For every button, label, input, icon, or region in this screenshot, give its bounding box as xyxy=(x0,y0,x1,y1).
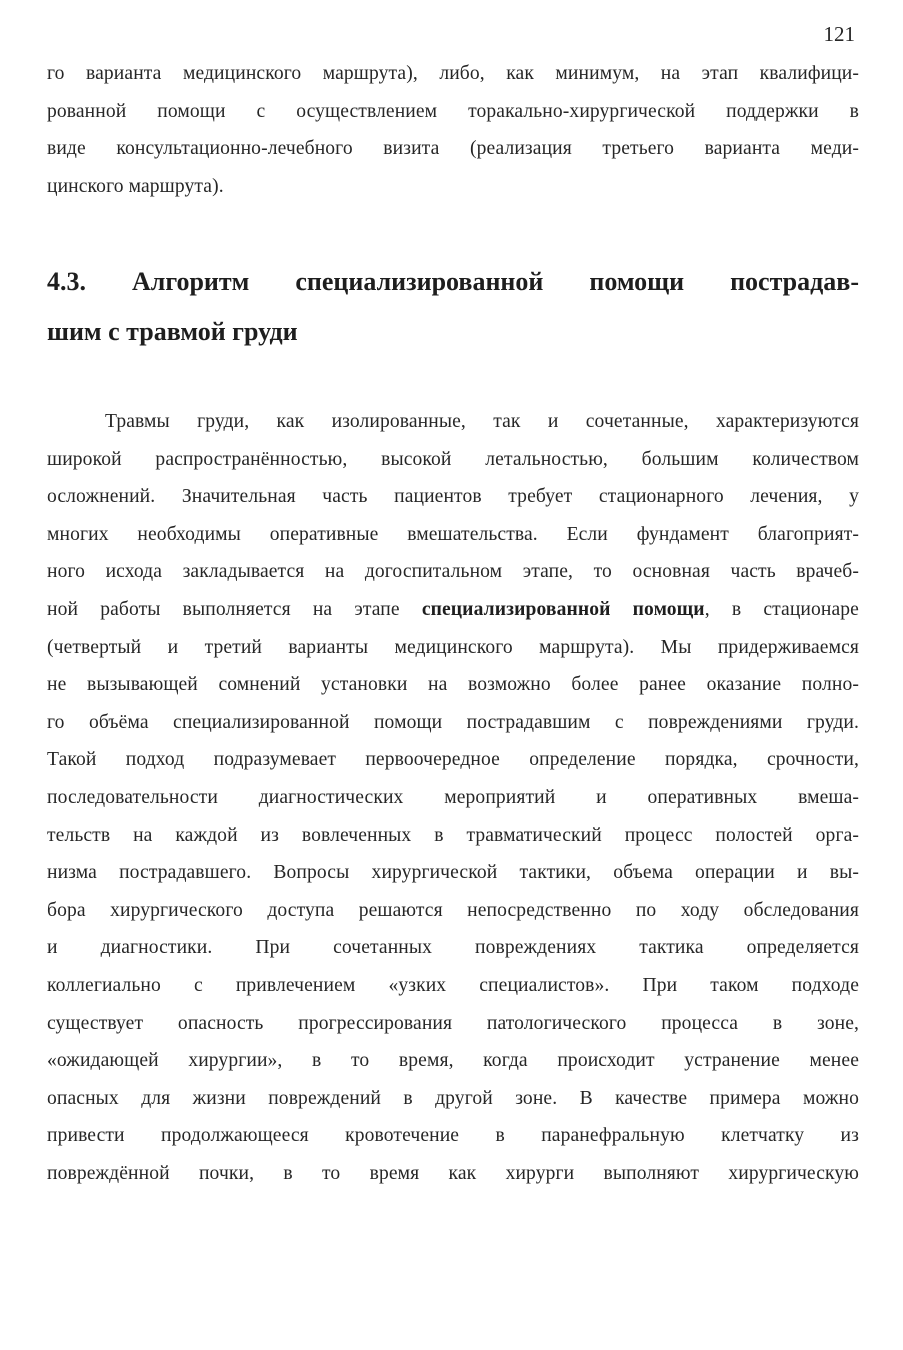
text-line: тельств на каждой из вовлеченных в травматический процесс полостей орга- xyxy=(47,824,859,846)
text-line: рованной помощи с осуществлением торакально-хирургической поддержки в xyxy=(47,100,859,122)
text-line: го варианта медицинского маршрута), либо, как минимум, на этап квалифици- xyxy=(47,63,859,84)
heading-line: шим с травмой груди xyxy=(47,317,298,346)
text-line: повреждённой почки, в то время как хирурги выполняют хирургическую xyxy=(47,1162,859,1184)
text-line: низма пострадавшего. Вопросы хирургической тактики, объема операции и вы- xyxy=(47,862,859,884)
section-heading xyxy=(47,257,859,357)
text-line: Такой подход подразумевает первоочередное определение порядка, срочности, xyxy=(47,749,859,771)
body-paragraph xyxy=(47,403,859,1192)
text-line: Травмы груди, как изолированные, так и сочетанные, характеризуются xyxy=(105,411,859,432)
text-segment: ной работы выполняется на этапе xyxy=(47,598,422,620)
text-line: «ожидающей хирургии», в то время, когда происходит устранение менее xyxy=(47,1050,859,1072)
text-line: существует опасность прогрессирования патологического процесса в зоне, xyxy=(47,1012,859,1034)
text-line: го объёма специализированной помощи пострадавшим с повреждениями груди. xyxy=(47,711,859,733)
text-line: опасных для жизни повреждений в другой зоне. В качестве примера можно xyxy=(47,1087,859,1109)
text-line: коллегиально с привлечением «узких специалистов». При таком подходе xyxy=(47,974,859,996)
intro-paragraph xyxy=(47,55,859,205)
bold-term: специализированной помощи xyxy=(421,598,705,620)
text-line: и диагностики. При сочетанных повреждениях тактика определяется xyxy=(47,937,859,959)
text-line: последовательности диагностических мероприятий и оперативных вмеша- xyxy=(47,786,859,808)
page-number: 121 xyxy=(823,22,855,46)
text-line: бора хирургического доступа решаются непосредственно по ходу обследования xyxy=(47,899,859,921)
text-line: широкой распространённостью, высокой летальностью, большим количеством xyxy=(47,448,859,470)
text-line: виде консультационно-лечебного визита (реализация третьего варианта меди- xyxy=(47,138,859,160)
heading-line: 4.3. Алгоритм специализированной помощи пострадав- xyxy=(47,267,859,296)
text-line-with-bold xyxy=(47,591,859,629)
text-line: не вызывающей сомнений установки на возможно более ранее оказание полно- xyxy=(47,674,859,696)
text-segment: , в стационаре xyxy=(704,598,859,620)
text-line: ного исхода закладывается на догоспитальном этапе, то основная часть врачеб- xyxy=(47,561,859,583)
text-line: многих необходимы оперативные вмешательства. Если фундамент благоприят- xyxy=(47,523,859,545)
text-line: осложнений. Значительная часть пациентов требует стационарного лечения, у xyxy=(47,486,859,508)
text-line: привести продолжающееся кровотечение в паранефральную клетчатку из xyxy=(47,1125,859,1147)
text-line: (четвертый и третий варианты медицинского маршрута). Мы придерживаемся xyxy=(47,636,859,658)
text-line: цинского маршрута). xyxy=(47,175,224,197)
